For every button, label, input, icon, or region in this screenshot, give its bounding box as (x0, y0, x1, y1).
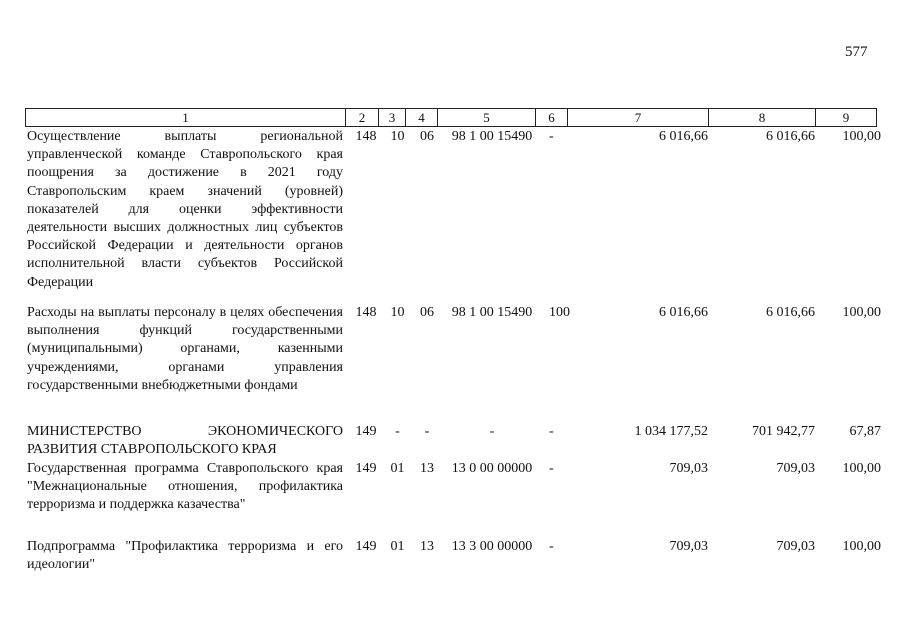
cell-plan: 709,03 (669, 461, 708, 476)
cell-name: Подпрограмма "Профилактика терроризма и его идеологии" (27, 539, 343, 573)
cell-plan: 709,03 (669, 539, 708, 554)
header-cell: 5 (438, 109, 536, 126)
cell-name: МИНИСТЕРСТВО ЭКОНОМИЧЕСКОГО РАЗВИТИЯ СТАВРОПОЛЬСКОГО КРАЯ (27, 424, 343, 458)
cell-pr: 06 (420, 129, 434, 144)
cell-pct: 100,00 (842, 129, 881, 144)
page-number: 577 (845, 44, 868, 60)
header-cell: 9 (842, 110, 850, 125)
cell-pct: 100,00 (842, 461, 881, 476)
cell-ved: 149 (355, 461, 377, 476)
cell-plan: 6 016,66 (659, 129, 708, 144)
cell-rz: 10 (390, 129, 405, 144)
cell-fact: 6 016,66 (766, 129, 815, 144)
header-cell: 1 (26, 109, 346, 126)
cell-csr: 98 1 00 15490 (451, 129, 533, 144)
table-row (27, 304, 881, 395)
cell-pct: 100,00 (842, 305, 881, 320)
cell-plan: 6 016,66 (659, 305, 708, 320)
table-row (27, 460, 881, 515)
cell-vr: - (549, 129, 554, 144)
table-row (27, 423, 881, 459)
cell-fact: 709,03 (776, 461, 815, 476)
cell-fact: 701 942,77 (752, 424, 815, 439)
header-cell: 7 (568, 109, 709, 126)
cell-pct: 67,87 (849, 424, 881, 439)
cell-csr: 13 3 00 00000 (451, 539, 533, 554)
cell-vr: - (549, 424, 554, 439)
cell-rz: - (395, 424, 400, 439)
cell-rz: 10 (390, 305, 405, 320)
cell-name: Государственная программа Ставропольского края "Межнациональные отношения, профилактика терроризма и поддержка казачества" (27, 461, 343, 513)
cell-pr: 06 (420, 305, 434, 320)
cell-fact: 709,03 (776, 539, 815, 554)
cell-vr: - (549, 539, 554, 554)
cell-name: Расходы на выплаты персоналу в целях обеспечения выполнения функций государственными (муниципальными) органами, казенными учреждениями, органами управления государственными внебюджетными фондами (27, 305, 343, 393)
cell-pr: - (424, 424, 430, 439)
cell-ved: 149 (355, 539, 377, 554)
cell-csr: 13 0 00 00000 (451, 461, 533, 476)
table-header (25, 108, 877, 127)
cell-ved: 148 (355, 305, 377, 320)
cell-csr: 98 1 00 15490 (451, 305, 533, 320)
cell-ved: 149 (355, 424, 377, 439)
cell-vr: 100 (549, 305, 570, 320)
cell-pr: 13 (420, 539, 434, 554)
cell-rz: 01 (390, 539, 405, 554)
cell-fact: 6 016,66 (766, 305, 815, 320)
header-cell: 6 (536, 109, 568, 126)
cell-rz: 01 (390, 461, 405, 476)
cell-ved: 148 (355, 129, 377, 144)
cell-vr: - (549, 461, 554, 476)
cell-name: Осуществление выплаты региональной управленческой команде Ставропольского края поощрения за достижение в 2021 году Ставропольским краем значений (уровней) показателей для оценки эффективности деятельности высших должностных лиц субъектов Российской Федерации и деятельности органов исполнительной власти субъектов Российской Федерации (27, 129, 343, 290)
cell-pr: 13 (420, 461, 434, 476)
header-cell: 8 (709, 109, 816, 126)
table-row (27, 538, 881, 574)
header-cell: 2 (346, 109, 379, 126)
cell-plan: 1 034 177,52 (634, 424, 708, 439)
header-cell: 4 (406, 109, 438, 126)
cell-csr: - (489, 424, 495, 439)
table-row (27, 128, 881, 292)
cell-pct: 100,00 (842, 539, 881, 554)
header-cell: 3 (379, 109, 406, 126)
